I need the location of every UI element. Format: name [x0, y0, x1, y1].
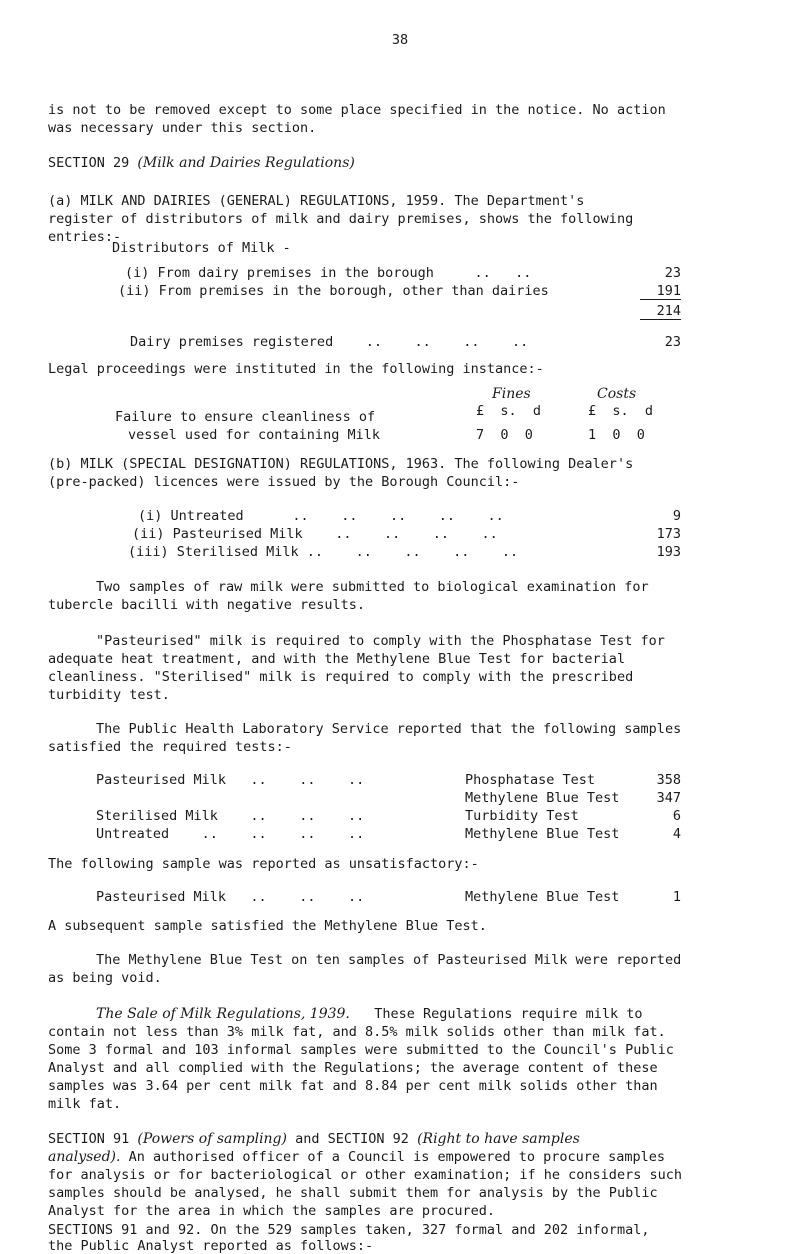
licence-row-3-label: (iii) Sterilised Milk .. .. .. .. ..: [128, 544, 519, 560]
licence-row-2-value: 173: [656, 526, 681, 542]
section-91-line-1: [48, 1149, 665, 1165]
legal-proceedings: Legal proceedings were instituted in the following instance:-: [48, 361, 544, 377]
para-a-line-1: (a) MILK AND DAIRIES (GENERAL) REGULATIONS, 1959. The Department's: [48, 193, 585, 209]
unsatisfactory-milk: Pasteurised Milk .. .. ..: [96, 889, 365, 905]
distributors-total: 214: [640, 303, 681, 320]
section-91-italic: (Powers of sampling): [137, 1131, 287, 1147]
page-number: 38: [391, 32, 409, 48]
section-91-line-3: samples should be analysed, he shall submit them for analysis by the Public: [48, 1185, 658, 1201]
void-line-1: The Methylene Blue Test on ten samples of Pasteurised Milk were reported: [96, 952, 682, 968]
sale-regulations-line-1: [96, 1006, 642, 1022]
section-title-italic: (Milk and Dairies Regulations): [137, 155, 355, 171]
distributor-row-1-label: (i) From dairy premises in the borough .. ..: [125, 265, 532, 281]
offence-line-2: vessel used for containing Milk: [128, 427, 380, 443]
satisfied-row-4-milk: Untreated .. .. .. ..: [96, 826, 365, 842]
fines-heading: Fines: [492, 386, 531, 402]
sale-line-5: samples was 3.64 per cent milk fat and 8.84 per cent milk solids other than: [48, 1078, 658, 1094]
section-label: SECTION 29: [48, 155, 130, 171]
fines-units: £ s. d: [476, 403, 542, 419]
sale-line-4: Analyst and all complied with the Regulations; the average content of these: [48, 1060, 658, 1076]
satisfied-row-3-test: Turbidity Test: [465, 808, 579, 824]
costs-values: 1 0 0: [588, 427, 645, 443]
sections-91-92-line-2: the Public Analyst reported as follows:-: [48, 1238, 374, 1254]
licence-row-1-label: (i) Untreated .. .. .. .. ..: [138, 508, 504, 524]
intro-line-1: is not to be removed except to some place specified in the notice. No action: [48, 102, 666, 118]
section-92-italic: (Right to have samples: [417, 1131, 580, 1147]
satisfied-row-2-test: Methylene Blue Test: [465, 790, 620, 806]
section-91-line-1-text: An authorised officer of a Council is empowered to procure samples: [128, 1149, 666, 1165]
distributor-row-2-value: 191: [640, 283, 681, 300]
section-91-line-4: Analyst for the area in which the samples are procured.: [48, 1203, 496, 1219]
pasteurised-line-4: turbidity test.: [48, 687, 170, 703]
pasteurised-line-2: adequate heat treatment, and with the Methylene Blue Test for bacterial: [48, 651, 626, 667]
distributors-heading: Distributors of Milk -: [112, 240, 291, 256]
intro-line-2: was necessary under this section.: [48, 120, 317, 136]
para-a-line-3: entries:-: [48, 229, 122, 245]
section-92-label: and SECTION 92: [295, 1131, 409, 1147]
satisfied-row-2-value: 347: [656, 790, 681, 806]
section-91-line-2: for analysis or for bacteriological or other examination; if he considers such: [48, 1167, 682, 1183]
pasteurised-line-1: "Pasteurised" milk is required to comply with the Phosphatase Test for: [96, 633, 665, 649]
licence-row-2-label: (ii) Pasteurised Milk .. .. .. ..: [132, 526, 498, 542]
raw-milk-line-2: tubercle bacilli with negative results.: [48, 597, 365, 613]
distributor-row-2-label: (ii) From premises in the borough, other than dairies: [118, 283, 549, 299]
section-29-heading: [48, 155, 355, 171]
laboratory-line-1: The Public Health Laboratory Service reported that the following samples: [96, 721, 682, 737]
costs-heading: Costs: [597, 386, 637, 402]
sale-line-1-text: These Regulations require milk to: [374, 1006, 643, 1022]
subsequent-sample: A subsequent sample satisfied the Methylene Blue Test.: [48, 918, 487, 934]
sale-line-2: contain not less than 3% milk fat, and 8.5% milk solids other than milk fat.: [48, 1024, 666, 1040]
satisfied-row-1-milk: Pasteurised Milk .. .. ..: [96, 772, 365, 788]
unsatisfactory-intro: The following sample was reported as unsatisfactory:-: [48, 856, 479, 872]
satisfied-row-1-test: Phosphatase Test: [465, 772, 596, 788]
para-b-line-1: (b) MILK (SPECIAL DESIGNATION) REGULATIONS, 1963. The following Dealer's: [48, 456, 634, 472]
dairy-premises-label: Dairy premises registered .. .. .. ..: [130, 334, 529, 350]
laboratory-line-2: satisfied the required tests:-: [48, 739, 292, 755]
satisfied-row-3-milk: Sterilised Milk .. .. ..: [96, 808, 365, 824]
costs-units: £ s. d: [588, 403, 654, 419]
sale-title-italic: The Sale of Milk Regulations, 1939.: [96, 1006, 350, 1022]
licence-row-1-value: 9: [672, 508, 681, 524]
section-91-heading: [48, 1131, 580, 1147]
licence-row-3-value: 193: [656, 544, 681, 560]
dairy-premises-value: 23: [664, 334, 681, 350]
distributor-row-1-value: 23: [664, 265, 681, 281]
sale-line-3: Some 3 formal and 103 informal samples were submitted to the Council's Public: [48, 1042, 674, 1058]
sale-line-6: milk fat.: [48, 1096, 122, 1112]
pasteurised-line-3: cleanliness. "Sterilised" milk is required to comply with the prescribed: [48, 669, 634, 685]
para-b-line-2: (pre-packed) licences were issued by the Borough Council:-: [48, 474, 520, 490]
satisfied-row-4-value: 4: [672, 826, 681, 842]
unsatisfactory-test: Methylene Blue Test: [465, 889, 620, 905]
section-92-italic-end: analysed).: [48, 1149, 121, 1165]
section-91-label: SECTION 91: [48, 1131, 130, 1147]
offence-line-1: Failure to ensure cleanliness of: [115, 409, 376, 425]
para-a-line-2: register of distributors of milk and dairy premises, shows the following: [48, 211, 634, 227]
satisfied-row-4-test: Methylene Blue Test: [465, 826, 620, 842]
unsatisfactory-value: 1: [672, 889, 681, 905]
satisfied-row-3-value: 6: [672, 808, 681, 824]
raw-milk-line-1: Two samples of raw milk were submitted to biological examination for: [96, 579, 649, 595]
void-line-2: as being void.: [48, 970, 162, 986]
sections-91-92-line-1: SECTIONS 91 and 92. On the 529 samples taken, 327 formal and 202 informal,: [48, 1222, 650, 1238]
fines-values: 7 0 0: [476, 427, 533, 443]
satisfied-row-1-value: 358: [656, 772, 681, 788]
